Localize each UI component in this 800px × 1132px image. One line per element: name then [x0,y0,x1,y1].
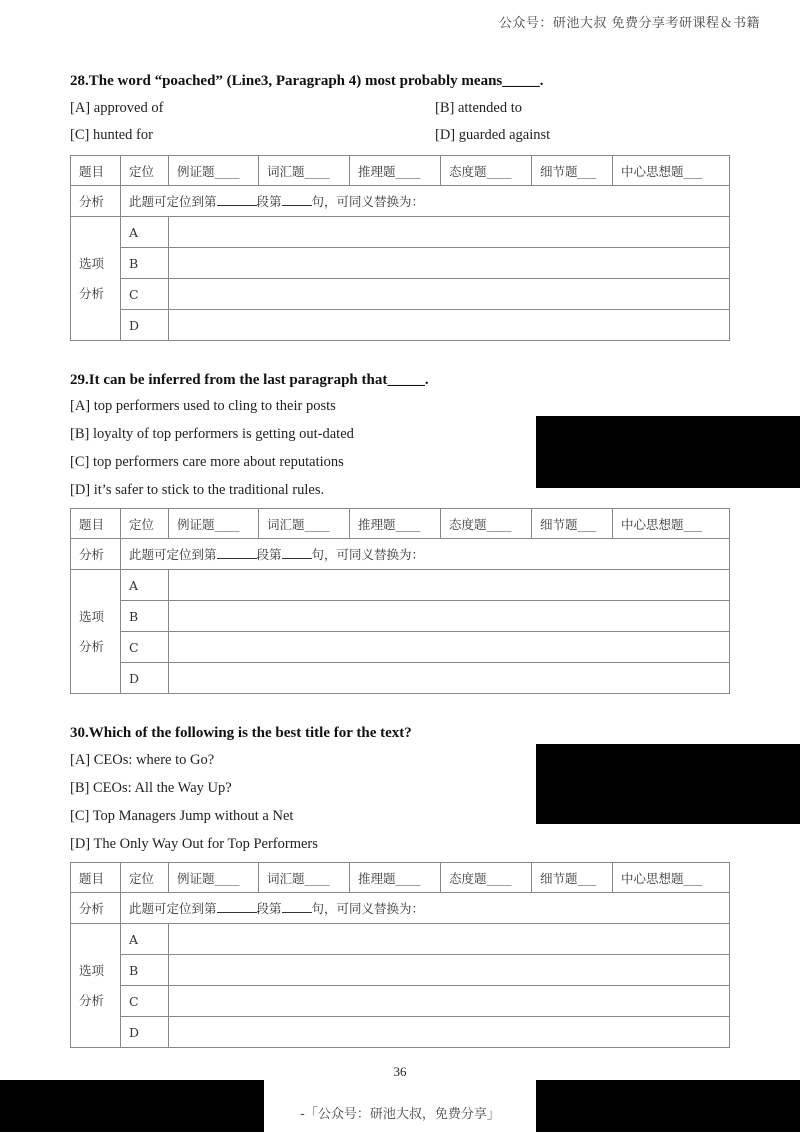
option-d-analysis-field[interactable] [169,310,730,341]
option-letter-b: B [121,955,169,986]
col-locate: 定位 [121,863,169,893]
q29-analysis-table [70,508,730,694]
locate-prefix: 此题可定位到第 [129,547,217,562]
options-label-line1: 选项 [79,962,105,978]
header-watermark: 公众号：研池大叔 免费分享考研课程＆书籍 [498,16,760,31]
q28-option-d: [D] guarded against [435,127,551,143]
type-detail: 细节题___ [532,156,613,186]
option-letter-d: D [121,663,169,694]
page-number: 36 [393,1064,407,1079]
locate-mid1: 段第 [256,194,282,209]
question-29-title: 29.It can be inferred from the last paragraph that_____. [70,372,429,388]
type-detail: 细节题___ [532,509,613,539]
type-attitude: 态度题____ [441,509,532,539]
paragraph-blank[interactable] [217,546,257,559]
q30-option-c: [C] Top Managers Jump without a Net [70,808,294,824]
type-example: 例证题____ [169,509,259,539]
option-letter-d: D [121,310,169,341]
q30-analysis-table [70,862,730,1048]
option-a-analysis-field[interactable] [169,570,730,601]
redaction-block [0,1080,264,1132]
type-main-idea: 中心思想题___ [613,509,730,539]
footer-share-text: -「公众号：研池大叔，免费分享」 [300,1107,500,1122]
locate-mid2: 句，可同义替换为： [311,547,425,562]
q28-option-a: [A] approved of [70,100,164,116]
type-main-idea: 中心思想题___ [613,863,730,893]
option-letter-a: A [121,217,169,248]
q29-option-c: [C] top performers care more about reputations [70,454,344,470]
sentence-blank[interactable] [282,193,312,206]
option-c-analysis-field[interactable] [169,986,730,1017]
col-locate: 定位 [121,509,169,539]
option-letter-d: D [121,1017,169,1048]
row-label-analysis: 分析 [71,539,121,570]
redaction-block [536,744,800,824]
option-letter-b: B [121,601,169,632]
type-inference: 推理题____ [350,863,441,893]
locate-mid2: 句，可同义替换为： [311,194,425,209]
locate-prefix: 此题可定位到第 [129,901,217,916]
type-detail: 细节题___ [532,863,613,893]
option-b-analysis-field[interactable] [169,601,730,632]
option-letter-c: C [121,279,169,310]
options-analysis-label [71,570,121,694]
question-28-title: 28.The word “poached” (Line3, Paragraph 4) most probably means_____. [70,73,544,89]
type-main-idea: 中心思想题___ [613,156,730,186]
q30-option-d: [D] The Only Way Out for Top Performers [70,836,318,852]
type-example: 例证题____ [169,156,259,186]
option-letter-a: A [121,924,169,955]
option-a-analysis-field[interactable] [169,924,730,955]
option-letter-c: C [121,986,169,1017]
option-letter-c: C [121,632,169,663]
type-attitude: 态度题____ [441,156,532,186]
locate-mid1: 段第 [256,901,282,916]
locate-field[interactable] [121,893,730,924]
locate-prefix: 此题可定位到第 [129,194,217,209]
sentence-blank[interactable] [282,900,312,913]
sentence-blank[interactable] [282,546,312,559]
locate-field[interactable] [121,539,730,570]
type-vocab: 词汇题____ [259,863,350,893]
redaction-block [536,416,800,488]
paragraph-blank[interactable] [217,900,257,913]
type-attitude: 态度题____ [441,863,532,893]
options-label-line2: 分析 [79,992,105,1008]
type-vocab: 词汇题____ [259,509,350,539]
type-example: 例证题____ [169,863,259,893]
locate-mid2: 句，可同义替换为： [311,901,425,916]
q29-option-b: [B] loyalty of top performers is getting out-dated [70,426,354,442]
type-inference: 推理题____ [350,156,441,186]
q30-option-b: [B] CEOs: All the Way Up? [70,780,232,796]
q29-option-d: [D] it’s safer to stick to the traditional rules. [70,482,325,498]
row-label-question: 题目 [71,156,121,186]
options-analysis-label [71,217,121,341]
option-letter-b: B [121,248,169,279]
type-inference: 推理题____ [350,509,441,539]
options-label-line2: 分析 [79,638,105,654]
option-a-analysis-field[interactable] [169,217,730,248]
option-b-analysis-field[interactable] [169,248,730,279]
options-label-line1: 选项 [79,255,105,271]
col-locate: 定位 [121,156,169,186]
paragraph-blank[interactable] [217,193,257,206]
row-label-question: 题目 [71,509,121,539]
option-c-analysis-field[interactable] [169,632,730,663]
q28-option-c: [C] hunted for [70,127,153,143]
q30-option-a: [A] CEOs: where to Go? [70,752,215,768]
q29-option-a: [A] top performers used to cling to their posts [70,398,336,414]
locate-mid1: 段第 [256,547,282,562]
options-analysis-label [71,924,121,1048]
option-b-analysis-field[interactable] [169,955,730,986]
locate-field[interactable] [121,186,730,217]
redaction-block [536,1080,800,1132]
option-d-analysis-field[interactable] [169,663,730,694]
question-30-title: 30.Which of the following is the best title for the text? [70,725,412,741]
row-label-analysis: 分析 [71,186,121,217]
option-c-analysis-field[interactable] [169,279,730,310]
row-label-analysis: 分析 [71,893,121,924]
option-d-analysis-field[interactable] [169,1017,730,1048]
row-label-question: 题目 [71,863,121,893]
options-label-line1: 选项 [79,608,105,624]
options-label-line2: 分析 [79,285,105,301]
type-vocab: 词汇题____ [259,156,350,186]
option-letter-a: A [121,570,169,601]
q28-analysis-table [70,155,730,341]
q28-option-b: [B] attended to [435,100,522,116]
